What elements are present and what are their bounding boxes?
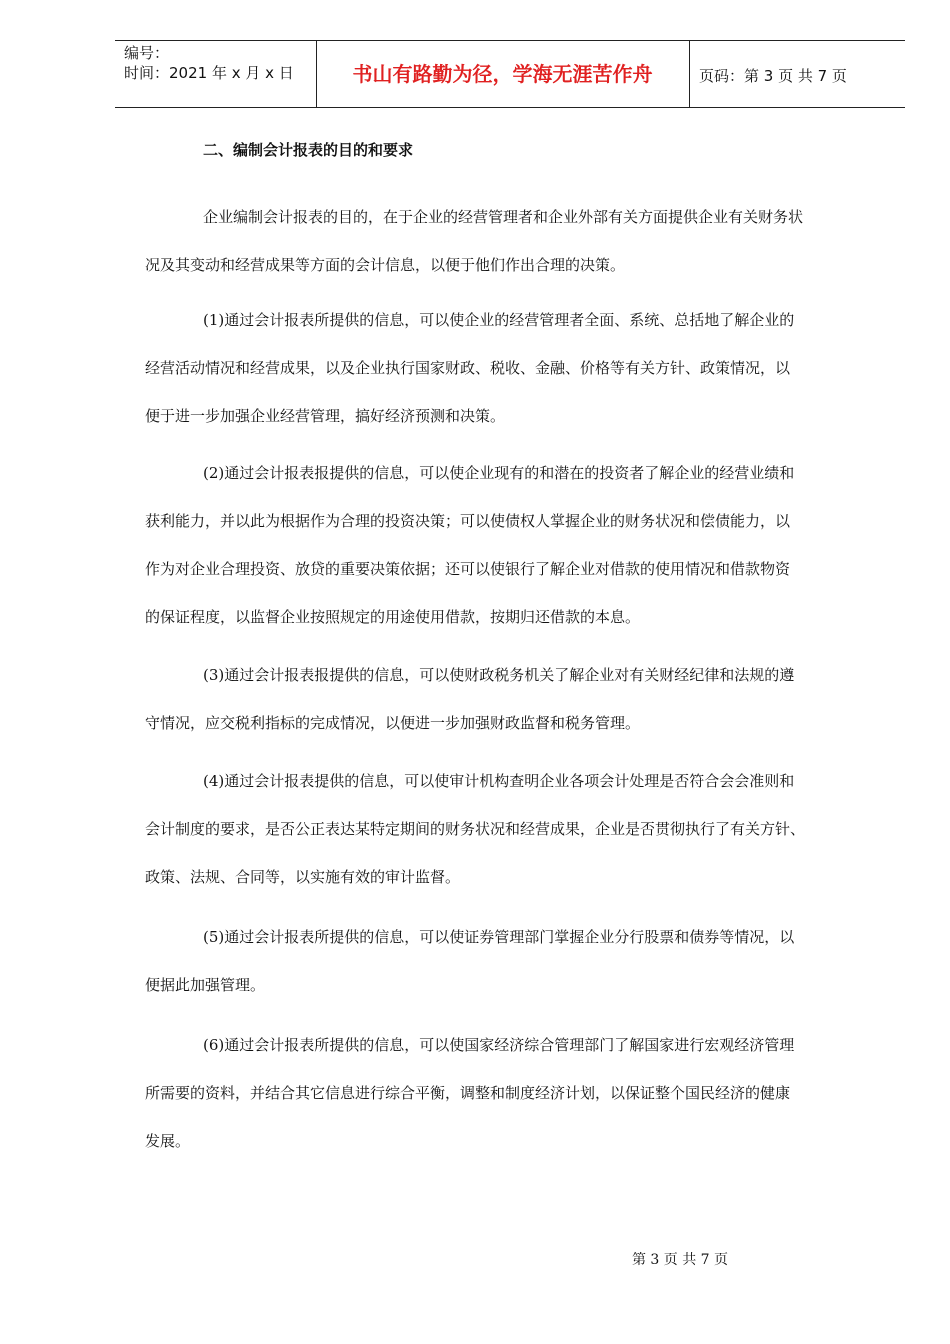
paragraph xyxy=(145,193,882,289)
paragraph xyxy=(145,1021,882,1165)
paragraph-line: 发展。 xyxy=(145,1132,191,1150)
paragraph xyxy=(145,296,882,440)
paragraph-line: 守情况，应交税利指标的完成情况，以便进一步加强财政监督和税务管理。 xyxy=(145,714,641,732)
paragraph-line: (4)通过会计报表提供的信息，可以使审计机构查明企业各项会计处理是否符合会会准则和 xyxy=(203,772,795,790)
paragraph-line: 的保证程度，以监督企业按照规定的用途使用借款，按期归还借款的本息。 xyxy=(145,608,641,626)
paragraph xyxy=(145,913,882,1009)
paragraph-line: (2)通过会计报表报提供的信息，可以使企业现有的和潜在的投资者了解企业的经营业绩和 xyxy=(203,464,795,482)
paragraph xyxy=(145,449,882,641)
page-footer: 第 3 页 共 7 页 xyxy=(631,1252,729,1268)
header-divider-right xyxy=(689,40,690,107)
paragraph-line: 便于进一步加强企业经营管理，搞好经济预测和决策。 xyxy=(145,407,506,425)
header-number: 编号： xyxy=(124,44,170,62)
header-page-number: 页码：第 3 页 共 7 页 xyxy=(699,67,847,85)
paragraph-line: 企业编制会计报表的目的，在于企业的经营管理者和企业外部有关方面提供企业有关财务状 xyxy=(203,208,804,226)
section-heading: 二、编制会计报表的目的和要求 xyxy=(203,141,414,159)
paragraph-line: (6)通过会计报表所提供的信息，可以使国家经济综合管理部门了解国家进行宏观经济管理 xyxy=(203,1036,795,1054)
paragraph-line: (3)通过会计报表报提供的信息，可以使财政税务机关了解企业对有关财经纪律和法规的遵 xyxy=(203,666,795,684)
header-top-rule xyxy=(115,40,905,41)
header-bottom-rule xyxy=(115,107,905,108)
paragraph-line: 作为对企业合理投资、放贷的重要决策依据；还可以使银行了解企业对借款的使用情况和借款物资 xyxy=(145,560,791,578)
paragraph-line: 政策、法规、合同等，以实施有效的审计监督。 xyxy=(145,868,461,886)
paragraph-line: 经营活动情况和经营成果，以及企业执行国家财政、税收、金融、价格等有关方针、政策情况，以 xyxy=(145,359,791,377)
paragraph-line: 况及其变动和经营成果等方面的会计信息，以便于他们作出合理的决策。 xyxy=(145,256,626,274)
paragraph-line: 获利能力，并以此为根据作为合理的投资决策；可以使债权人掌握企业的财务状况和偿债能力，以 xyxy=(145,512,791,530)
paragraph-line: 便据此加强管理。 xyxy=(145,976,266,994)
paragraph-line: (5)通过会计报表所提供的信息，可以使证券管理部门掌握企业分行股票和债券等情况，以 xyxy=(203,928,795,946)
paragraph-line: (1)通过会计报表所提供的信息，可以使企业的经营管理者全面、系统、总括地了解企业的 xyxy=(203,311,795,329)
paragraph-line: 所需要的资料，并结合其它信息进行综合平衡，调整和制度经济计划，以保证整个国民经济的健康 xyxy=(145,1084,791,1102)
paragraph xyxy=(145,757,882,901)
header-time: 时间：2021 年 x 月 x 日 xyxy=(124,64,294,82)
paragraph-line: 会计制度的要求，是否公正表达某特定期间的财务状况和经营成果，企业是否贯彻执行了有关方针、 xyxy=(145,820,806,838)
header-motto: 书山有路勤为径，学海无涯苦作舟 xyxy=(352,62,653,86)
paragraph xyxy=(145,651,882,747)
